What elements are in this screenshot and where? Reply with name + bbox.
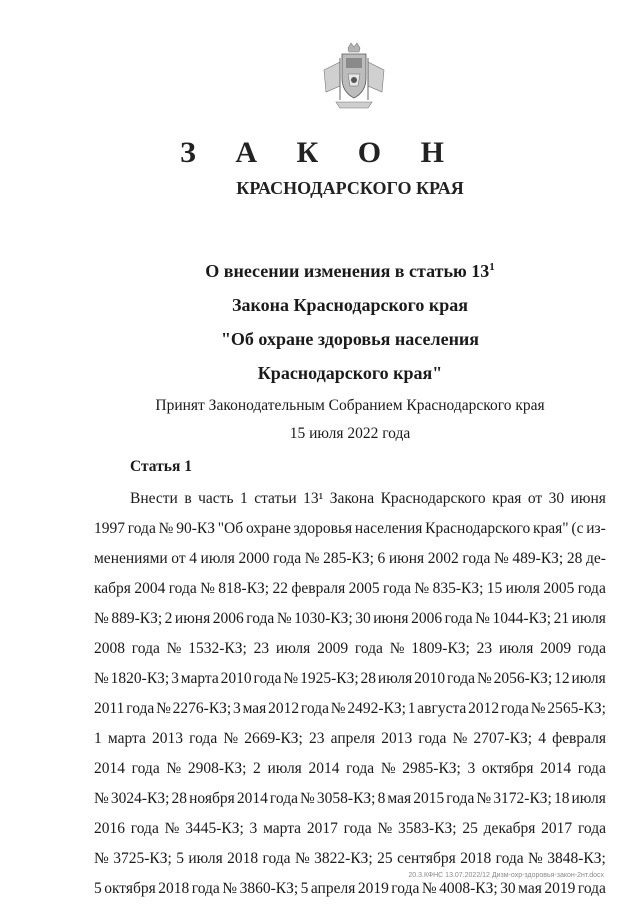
article-word: 12: [554, 670, 570, 687]
article-word: 2005: [348, 580, 380, 597]
article-word: кабря: [94, 580, 131, 597]
article-word: 3725-КЗ;: [113, 850, 172, 867]
article-word: июня: [388, 550, 425, 567]
article-word: №: [494, 550, 509, 567]
article-word: 13¹: [303, 490, 324, 507]
article-word: 835-КЗ;: [432, 580, 484, 597]
article-word: 2019: [544, 880, 576, 897]
article-body: [94, 484, 606, 904]
article-word: 3: [233, 700, 241, 717]
article-word: 1: [240, 490, 248, 507]
article-word: февраля: [552, 730, 606, 747]
article-word: менениями: [94, 550, 168, 567]
article-word: 2985-КЗ;: [402, 760, 461, 777]
article-word: 2018: [460, 850, 492, 867]
article-word: июля: [275, 640, 311, 657]
article-word: 23: [253, 640, 270, 657]
article-word: 22: [272, 580, 288, 597]
article-word: 2006: [212, 610, 244, 627]
article-word: 23: [309, 730, 325, 747]
article-line: [94, 484, 606, 514]
article-word: года: [127, 520, 156, 537]
article-word: года: [418, 730, 447, 747]
article-word: года: [131, 640, 160, 657]
article-word: от: [527, 490, 543, 507]
article-word: №: [164, 820, 180, 837]
adoption-note: [0, 392, 640, 448]
article-word: №: [94, 850, 109, 867]
article-word: 2707-КЗ;: [473, 730, 533, 747]
article-word: 2009: [317, 640, 349, 657]
article-word: 30: [500, 880, 516, 897]
article-word: Закона: [329, 490, 375, 507]
article-word: часть: [198, 490, 234, 507]
article-word: мая: [242, 700, 267, 717]
article-word: №: [330, 700, 346, 717]
article-line: [94, 514, 606, 544]
article-word: 2492-КЗ;: [347, 700, 406, 717]
article-word: №: [452, 730, 468, 747]
article-word: №: [414, 580, 430, 597]
article-word: года: [130, 820, 159, 837]
article-word: 2005: [543, 580, 575, 597]
article-word: №: [294, 850, 310, 867]
article-word: 2: [164, 610, 173, 627]
article-word: 1820-КЗ;: [110, 670, 170, 687]
article-word: 8: [377, 790, 386, 807]
article-word: июля: [571, 790, 606, 807]
article-word: 1: [407, 700, 416, 717]
article-word: года: [500, 700, 529, 717]
article-word: июня: [174, 610, 211, 627]
adoption-date: 15 июля 2022 года: [289, 425, 411, 442]
article-word: года: [354, 640, 383, 657]
article-word: №: [377, 820, 393, 837]
article-word: 2: [253, 760, 261, 777]
article-word: №: [166, 640, 182, 657]
article-word: №: [156, 700, 171, 717]
article-word: №: [530, 700, 546, 717]
article-word: года: [391, 880, 420, 897]
article-word: года: [246, 610, 275, 627]
article-word: №: [166, 760, 182, 777]
article-word: 2056-КЗ;: [493, 670, 553, 687]
article-word: 2015: [413, 790, 445, 807]
article-line: [94, 664, 606, 694]
article-word: года: [343, 820, 372, 837]
article-word: охране: [245, 520, 291, 537]
article-word: №: [200, 580, 215, 597]
article-word: 2014: [540, 760, 572, 777]
article-word: 1925-КЗ;: [300, 670, 359, 687]
article-word: 2018: [158, 880, 190, 897]
article-word: 6: [377, 550, 386, 567]
article-word: 1997: [94, 520, 125, 537]
article-word: года: [444, 610, 473, 627]
article-word: августа: [417, 700, 467, 717]
coat-of-arms-icon: [318, 40, 390, 112]
article-line: [94, 844, 606, 874]
article-word: 2017: [306, 820, 338, 837]
law-name-line-1: О внесении изменения в статью $13^1$: [205, 261, 495, 281]
article-line: [94, 634, 606, 664]
adoption-body: Принят Законодательным Собранием Краснодарского края: [155, 397, 545, 414]
article-word: 2009: [540, 640, 572, 657]
article-word: 3: [249, 820, 258, 837]
article-word: года: [577, 580, 606, 597]
law-name-line-3: "Об охране здоровья населения: [220, 329, 480, 349]
article-word: края: [492, 490, 522, 507]
article-word: №: [94, 790, 109, 807]
article-word: июля: [267, 760, 302, 777]
article-word: 15: [486, 580, 503, 597]
article-word: 2014: [236, 790, 268, 807]
article-word: де-: [585, 550, 606, 567]
article-word: №: [476, 790, 492, 807]
article-word: 30: [548, 490, 565, 507]
article-word: №: [389, 640, 405, 657]
article-word: 3822-КЗ;: [314, 850, 373, 867]
article-word: 2011: [94, 700, 125, 717]
article-word: 2000: [238, 550, 270, 567]
article-word: года: [577, 760, 606, 777]
article-word: марта: [180, 670, 219, 687]
article-word: 2014: [94, 760, 125, 777]
article-word: года: [462, 550, 491, 567]
article-word: 21: [553, 610, 570, 627]
article-word: №: [304, 550, 320, 567]
article-word: (с: [571, 520, 584, 537]
article-word: 90-КЗ: [176, 520, 215, 537]
article-word: октября: [104, 880, 156, 897]
article-word: года: [273, 550, 302, 567]
article-word: 2019: [357, 880, 389, 897]
article-line: [94, 814, 606, 844]
article-word: №: [300, 790, 315, 807]
article-word: июля: [377, 670, 413, 687]
article-word: "Об: [217, 520, 244, 537]
article-word: 3445-КЗ;: [185, 820, 244, 837]
article-word: года: [300, 700, 329, 717]
article-word: от: [171, 550, 186, 567]
article-word: 2013: [381, 730, 413, 747]
article-word: 1: [94, 730, 102, 747]
article-word: 2004: [134, 580, 166, 597]
article-word: года: [383, 580, 412, 597]
article-word: октября: [481, 760, 534, 777]
article-word: 1044-КЗ;: [492, 610, 552, 627]
article-word: 3583-КЗ;: [398, 820, 457, 837]
article-word: №: [276, 610, 292, 627]
document-region-title: КРАСНОДАРСКОГО КРАЯ: [236, 178, 464, 198]
article-word: июня: [570, 490, 606, 507]
article-word: 3024-КЗ;: [110, 790, 170, 807]
article-word: №: [223, 730, 239, 747]
article-word: 2012: [268, 700, 300, 717]
article-word: 5: [176, 850, 184, 867]
article-word: 2002: [427, 550, 459, 567]
article-word: 2008: [94, 640, 125, 657]
article-word: 28: [360, 670, 377, 687]
article-word: года: [262, 850, 291, 867]
article-word: 25: [377, 850, 393, 867]
article-word: №: [475, 610, 490, 627]
law-name-line-4: Краснодарского края": [257, 363, 443, 383]
article-word: декабря: [483, 820, 536, 837]
article-word: года: [191, 880, 220, 897]
article-word: 2006: [411, 610, 443, 627]
article-heading: Статья 1: [130, 458, 192, 475]
article-word: июля: [571, 670, 606, 687]
article-word: №: [528, 850, 543, 867]
article-word: 3: [467, 760, 476, 777]
article-word: 1030-КЗ;: [294, 610, 353, 627]
law-name: [0, 254, 640, 390]
article-word: края": [533, 520, 569, 537]
article-word: Краснодарского: [425, 520, 531, 537]
document-title: З А К О Н: [180, 136, 460, 169]
article-word: из-: [586, 520, 606, 537]
article-word: июля: [505, 580, 541, 597]
article-word: №: [380, 760, 396, 777]
article-word: статьи: [254, 490, 297, 507]
article-word: 2017: [541, 820, 573, 837]
article-word: июля: [498, 640, 534, 657]
article-word: сентября: [397, 850, 456, 867]
article-word: №: [94, 610, 109, 627]
article-word: 18: [553, 790, 570, 807]
article-word: в: [184, 490, 192, 507]
article-word: 2016: [94, 820, 125, 837]
file-reference: 20.3.КФНС 13.07.2022/12 Дизм-охр-здоровья-закон-2нт.docx: [408, 872, 604, 879]
law-name-line-2: Закона Краснодарского края: [232, 295, 468, 315]
article-word: 818-КЗ;: [218, 580, 270, 597]
article-word: 23: [476, 640, 493, 657]
article-word: марта: [107, 730, 146, 747]
article-word: 25: [462, 820, 478, 837]
article-word: июля: [200, 550, 235, 567]
article-word: года: [577, 880, 606, 897]
article-word: года: [446, 790, 475, 807]
article-line: [94, 784, 606, 814]
article-word: 4008-КЗ;: [439, 880, 498, 897]
article-word: 2908-КЗ;: [187, 760, 247, 777]
article-word: №: [476, 670, 492, 687]
article-word: 3860-КЗ;: [239, 880, 299, 897]
article-word: 5: [94, 880, 102, 897]
article-word: 4: [189, 550, 197, 567]
article-word: 285-КЗ;: [323, 550, 374, 567]
article-word: 2010: [220, 670, 252, 687]
article-word: июля: [188, 850, 223, 867]
article-word: 1532-КЗ;: [188, 640, 247, 657]
article-line: [94, 694, 606, 724]
article-word: 2014: [308, 760, 340, 777]
article-word: мая: [387, 790, 412, 807]
article-word: Краснодарского: [380, 490, 486, 507]
article-word: года: [253, 670, 282, 687]
article-word: №: [283, 670, 299, 687]
article-line: [94, 544, 606, 574]
article-word: года: [577, 640, 606, 657]
article-word: 2012: [468, 700, 500, 717]
article-word: 889-КЗ;: [111, 610, 163, 627]
article-word: 3172-КЗ;: [493, 790, 552, 807]
article-word: года: [126, 700, 155, 717]
article-word: здоровья: [293, 520, 353, 537]
article-word: 1809-КЗ;: [411, 640, 470, 657]
article-word: Внести: [130, 490, 178, 507]
article-word: февраля: [291, 580, 346, 597]
article-word: 3058-КЗ;: [316, 790, 376, 807]
article-word: №: [158, 520, 174, 537]
article-word: года: [168, 580, 197, 597]
article-line: [94, 604, 606, 634]
article-word: 2018: [227, 850, 259, 867]
article-word: 2010: [414, 670, 446, 687]
article-line: [94, 574, 606, 604]
article-line: [94, 724, 606, 754]
article-word: июля: [571, 610, 606, 627]
article-word: мая: [518, 880, 542, 897]
article-word: года: [495, 850, 524, 867]
article-word: года: [447, 670, 476, 687]
article-word: 4: [538, 730, 546, 747]
article-word: марта: [263, 820, 302, 837]
article-word: 2013: [152, 730, 184, 747]
article-word: 3: [171, 670, 179, 687]
article-line: [94, 754, 606, 784]
article-word: 489-КЗ;: [512, 550, 564, 567]
article-word: №: [94, 670, 109, 687]
article-word: года: [577, 820, 606, 837]
article-word: 2565-КЗ;: [547, 700, 606, 717]
article-word: №: [222, 880, 238, 897]
article-word: апреля: [310, 880, 356, 897]
article-word: №: [421, 880, 437, 897]
article-word: населения: [354, 520, 423, 537]
article-word: 30: [355, 610, 371, 627]
article-word: апреля: [330, 730, 376, 747]
article-word: года: [346, 760, 375, 777]
article-word: 2669-КЗ;: [244, 730, 303, 747]
article-word: 2276-КЗ;: [172, 700, 232, 717]
article-word: 28: [171, 790, 188, 807]
article-word: ноября: [189, 790, 235, 807]
article-word: 28: [566, 550, 583, 567]
article-word: 3848-КЗ;: [547, 850, 606, 867]
article-word: июня: [373, 610, 409, 627]
article-word: 5: [300, 880, 309, 897]
article-word: года: [269, 790, 298, 807]
article-word: года: [131, 760, 160, 777]
article-word: года: [189, 730, 218, 747]
